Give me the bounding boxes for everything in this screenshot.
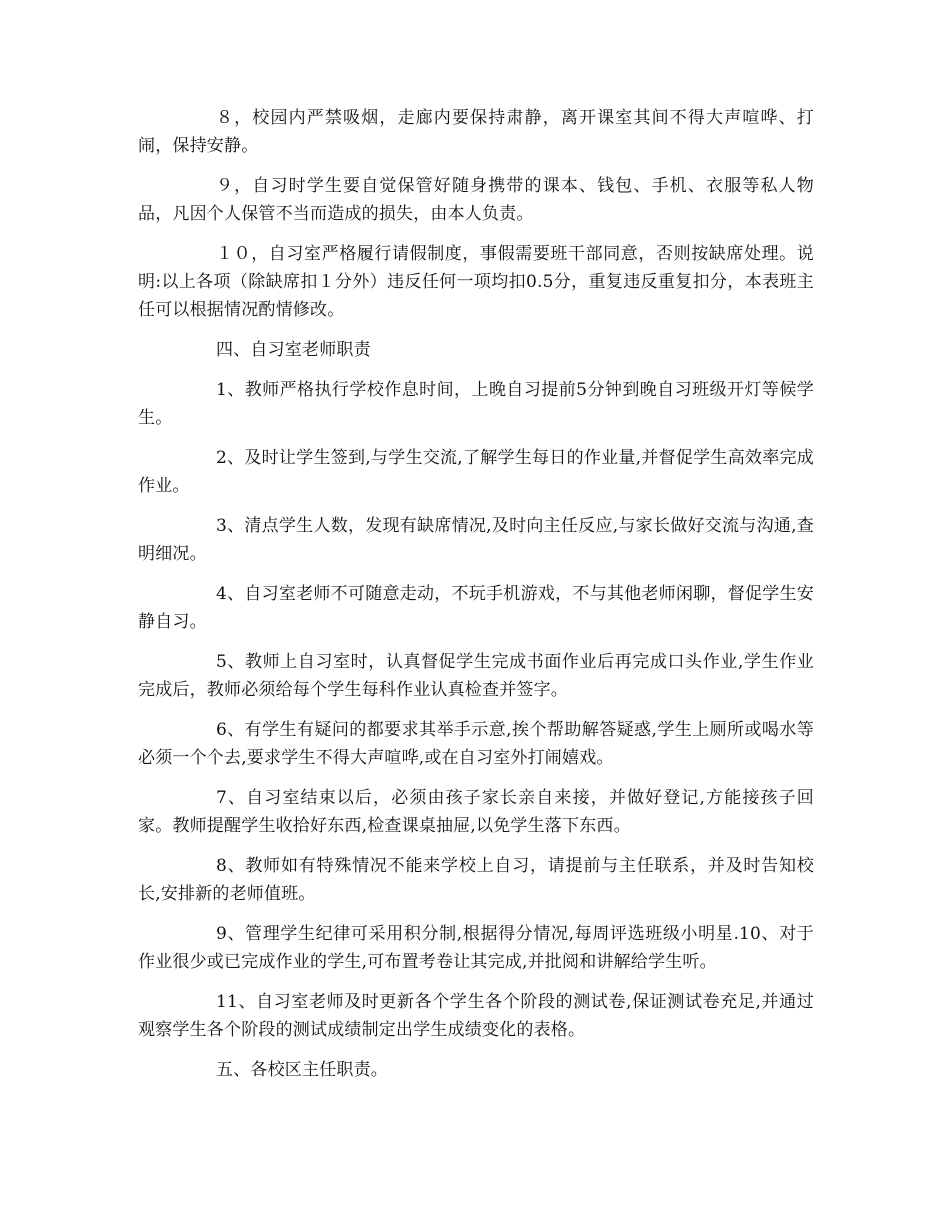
section-heading-teacher-duties: 四、自习室老师职责 [216, 340, 371, 360]
paragraph-teacher-duty-4: 4、自习室老师不可随意走动，不玩手机游戏，不与其他老师闲聊，督促学生安静自习。 [138, 584, 814, 632]
paragraph-teacher-duty-9: 9、管理学生纪律可采用积分制,根据得分情况,每周评选班级小明星.10、对于作业很少或已完成作业的学生,可布置考卷让其完成,并批阅和讲解给学生听。 [138, 924, 814, 972]
paragraph-teacher-duty-11: 11、自习室老师及时更新各个学生各个阶段的测试卷,保证测试卷充足,并通过观察学生各个阶段的测试成绩制定出学生成绩变化的表格。 [138, 992, 814, 1040]
paragraph-teacher-duty-8: 8、教师如有特殊情况不能来学校上自习，请提前与主任联系，并及时告知校长,安排新的老师值班。 [138, 856, 814, 904]
paragraph-teacher-duty-2: 2、及时让学生签到,与学生交流,了解学生每日的作业量,并督促学生高效率完成作业。 [138, 448, 814, 496]
paragraph-teacher-duty-5: 5、教师上自习室时，认真督促学生完成书面作业后再完成口头作业,学生作业完成后，教师必须给每个学生每科作业认真检查并签字。 [138, 652, 814, 700]
document-body [138, 104, 814, 1096]
paragraph-rule-9: ９，自习时学生要自觉保管好随身携带的课本、钱包、手机、衣服等私人物品，凡因个人保管不当而造成的损失，由本人负责。 [138, 176, 814, 224]
paragraph-teacher-duty-6: 6、有学生有疑问的都要求其举手示意,挨个帮助解答疑惑,学生上厕所或喝水等必须一个个去,要求学生不得大声喧哗,或在自习室外打闹嬉戏。 [138, 720, 814, 768]
paragraph-teacher-duty-3: 3、清点学生人数，发现有缺席情况,及时向主任反应,与家长做好交流与沟通,查明细况。 [138, 516, 814, 564]
paragraph-rule-10: １０，自习室严格履行请假制度，事假需要班干部同意，否则按缺席处理。说明:以上各项（除缺席扣１分外）违反任何一项均扣0.5分，重复违反重复扣分，本表班主任可以根据情况酌情修改。 [138, 244, 814, 320]
paragraph-teacher-duty-7: 7、自习室结束以后，必须由孩子家长亲自来接，并做好登记,方能接孩子回家。教师提醒学生收拾好东西,检查课桌抽屉,以免学生落下东西。 [138, 788, 814, 836]
paragraph-rule-8: ８，校园内严禁吸烟，走廊内要保持肃静，离开课室其间不得大声喧哗、打闹，保持安静。 [138, 108, 814, 156]
section-heading-director-duties: 五、各校区主任职责。 [216, 1060, 388, 1080]
paragraph-teacher-duty-1: 1、教师严格执行学校作息时间，上晚自习提前5分钟到晚自习班级开灯等候学生。 [138, 380, 814, 428]
